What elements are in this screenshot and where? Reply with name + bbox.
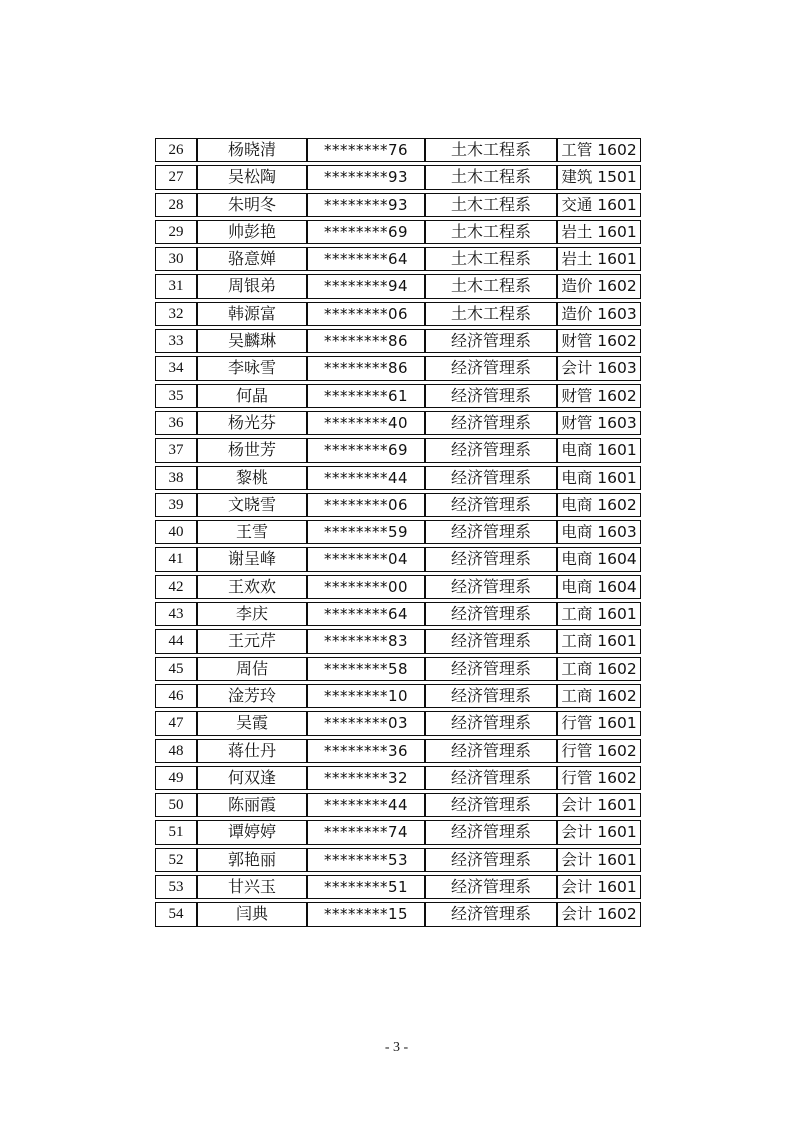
- department-cell: 经济管理系: [425, 466, 557, 490]
- masked-id-cell: ********93: [307, 165, 425, 189]
- department-cell: 经济管理系: [425, 438, 557, 462]
- masked-id-cell: ********32: [307, 766, 425, 790]
- table-row: [155, 629, 641, 653]
- class-cell: 工商 1602: [557, 657, 641, 681]
- masked-id-cell: ********69: [307, 220, 425, 244]
- department-cell: 土木工程系: [425, 274, 557, 298]
- name-cell: 杨世芳: [197, 438, 307, 462]
- class-cell: 建筑 1501: [557, 165, 641, 189]
- department-cell: 经济管理系: [425, 629, 557, 653]
- class-cell: 工管 1602: [557, 138, 641, 162]
- table-row: [155, 575, 641, 599]
- name-cell: 吴霞: [197, 711, 307, 735]
- table-row: [155, 820, 641, 844]
- name-cell: 陈丽霞: [197, 793, 307, 817]
- masked-id-cell: ********64: [307, 602, 425, 626]
- masked-id-cell: ********04: [307, 547, 425, 571]
- class-cell: 造价 1602: [557, 274, 641, 298]
- name-cell: 周佶: [197, 657, 307, 681]
- department-cell: 经济管理系: [425, 602, 557, 626]
- department-cell: 经济管理系: [425, 711, 557, 735]
- department-cell: 经济管理系: [425, 766, 557, 790]
- class-cell: 电商 1601: [557, 438, 641, 462]
- table-row: [155, 711, 641, 735]
- name-cell: 闫典: [197, 902, 307, 926]
- name-cell: 杨晓清: [197, 138, 307, 162]
- row-number-cell: 51: [155, 820, 197, 844]
- masked-id-cell: ********83: [307, 629, 425, 653]
- table-row: [155, 329, 641, 353]
- table-row: [155, 411, 641, 435]
- row-number-cell: 30: [155, 247, 197, 271]
- table-row: [155, 902, 641, 926]
- masked-id-cell: ********00: [307, 575, 425, 599]
- table-row: [155, 165, 641, 189]
- row-number-cell: 35: [155, 384, 197, 408]
- table-row: [155, 520, 641, 544]
- row-number-cell: 27: [155, 165, 197, 189]
- department-cell: 经济管理系: [425, 520, 557, 544]
- name-cell: 李咏雪: [197, 356, 307, 380]
- class-cell: 电商 1603: [557, 520, 641, 544]
- department-cell: 土木工程系: [425, 193, 557, 217]
- table-row: [155, 766, 641, 790]
- class-cell: 电商 1604: [557, 547, 641, 571]
- name-cell: 郭艳丽: [197, 848, 307, 872]
- table-row: [155, 493, 641, 517]
- row-number-cell: 48: [155, 739, 197, 763]
- page-number: - 3 -: [384, 1040, 409, 1055]
- row-number-cell: 52: [155, 848, 197, 872]
- row-number-cell: 31: [155, 274, 197, 298]
- class-cell: 财管 1602: [557, 384, 641, 408]
- row-number-cell: 45: [155, 657, 197, 681]
- department-cell: 经济管理系: [425, 902, 557, 926]
- department-cell: 经济管理系: [425, 493, 557, 517]
- class-cell: 行管 1602: [557, 766, 641, 790]
- table-row: [155, 684, 641, 708]
- masked-id-cell: ********69: [307, 438, 425, 462]
- name-cell: 蒋仕丹: [197, 739, 307, 763]
- masked-id-cell: ********40: [307, 411, 425, 435]
- row-number-cell: 50: [155, 793, 197, 817]
- class-cell: 造价 1603: [557, 302, 641, 326]
- table-row: [155, 602, 641, 626]
- table-row: [155, 438, 641, 462]
- masked-id-cell: ********58: [307, 657, 425, 681]
- class-cell: 会计 1601: [557, 820, 641, 844]
- row-number-cell: 42: [155, 575, 197, 599]
- department-cell: 经济管理系: [425, 411, 557, 435]
- masked-id-cell: ********86: [307, 356, 425, 380]
- department-cell: 经济管理系: [425, 356, 557, 380]
- class-cell: 电商 1604: [557, 575, 641, 599]
- row-number-cell: 46: [155, 684, 197, 708]
- table-row: [155, 356, 641, 380]
- row-number-cell: 53: [155, 875, 197, 899]
- name-cell: 王元芹: [197, 629, 307, 653]
- name-cell: 文晓雪: [197, 493, 307, 517]
- department-cell: 土木工程系: [425, 165, 557, 189]
- name-cell: 淦芳玲: [197, 684, 307, 708]
- masked-id-cell: ********44: [307, 466, 425, 490]
- masked-id-cell: ********03: [307, 711, 425, 735]
- row-number-cell: 40: [155, 520, 197, 544]
- masked-id-cell: ********74: [307, 820, 425, 844]
- row-number-cell: 41: [155, 547, 197, 571]
- department-cell: 土木工程系: [425, 302, 557, 326]
- table-row: [155, 274, 641, 298]
- table-row: [155, 138, 641, 162]
- table-row: [155, 793, 641, 817]
- row-number-cell: 47: [155, 711, 197, 735]
- name-cell: 王雪: [197, 520, 307, 544]
- table-row: [155, 193, 641, 217]
- table-row: [155, 466, 641, 490]
- name-cell: 何晶: [197, 384, 307, 408]
- table-row: [155, 875, 641, 899]
- class-cell: 行管 1602: [557, 739, 641, 763]
- row-number-cell: 43: [155, 602, 197, 626]
- class-cell: 会计 1601: [557, 875, 641, 899]
- class-cell: 岩土 1601: [557, 247, 641, 271]
- table-row: [155, 384, 641, 408]
- roster-table-body: [155, 138, 641, 927]
- student-roster-table: [155, 135, 641, 930]
- department-cell: 经济管理系: [425, 793, 557, 817]
- table-row: [155, 302, 641, 326]
- department-cell: 经济管理系: [425, 848, 557, 872]
- name-cell: 黎桃: [197, 466, 307, 490]
- row-number-cell: 33: [155, 329, 197, 353]
- masked-id-cell: ********06: [307, 493, 425, 517]
- table-row: [155, 739, 641, 763]
- class-cell: 岩土 1601: [557, 220, 641, 244]
- name-cell: 王欢欢: [197, 575, 307, 599]
- masked-id-cell: ********06: [307, 302, 425, 326]
- department-cell: 土木工程系: [425, 138, 557, 162]
- class-cell: 电商 1601: [557, 466, 641, 490]
- row-number-cell: 34: [155, 356, 197, 380]
- class-cell: 财管 1603: [557, 411, 641, 435]
- table-row: [155, 848, 641, 872]
- row-number-cell: 49: [155, 766, 197, 790]
- name-cell: 甘兴玉: [197, 875, 307, 899]
- table-row: [155, 220, 641, 244]
- department-cell: 土木工程系: [425, 220, 557, 244]
- name-cell: 谢呈峰: [197, 547, 307, 571]
- row-number-cell: 29: [155, 220, 197, 244]
- masked-id-cell: ********53: [307, 848, 425, 872]
- name-cell: 韩源富: [197, 302, 307, 326]
- masked-id-cell: ********94: [307, 274, 425, 298]
- row-number-cell: 26: [155, 138, 197, 162]
- masked-id-cell: ********36: [307, 739, 425, 763]
- department-cell: 经济管理系: [425, 657, 557, 681]
- row-number-cell: 54: [155, 902, 197, 926]
- masked-id-cell: ********51: [307, 875, 425, 899]
- class-cell: 会计 1603: [557, 356, 641, 380]
- class-cell: 工商 1601: [557, 629, 641, 653]
- name-cell: 何双逢: [197, 766, 307, 790]
- class-cell: 会计 1602: [557, 902, 641, 926]
- row-number-cell: 28: [155, 193, 197, 217]
- masked-id-cell: ********93: [307, 193, 425, 217]
- department-cell: 土木工程系: [425, 247, 557, 271]
- class-cell: 行管 1601: [557, 711, 641, 735]
- class-cell: 会计 1601: [557, 793, 641, 817]
- row-number-cell: 44: [155, 629, 197, 653]
- masked-id-cell: ********76: [307, 138, 425, 162]
- class-cell: 交通 1601: [557, 193, 641, 217]
- row-number-cell: 39: [155, 493, 197, 517]
- department-cell: 经济管理系: [425, 739, 557, 763]
- table-row: [155, 547, 641, 571]
- department-cell: 经济管理系: [425, 384, 557, 408]
- name-cell: 杨光芬: [197, 411, 307, 435]
- class-cell: 电商 1602: [557, 493, 641, 517]
- class-cell: 财管 1602: [557, 329, 641, 353]
- name-cell: 骆意婵: [197, 247, 307, 271]
- name-cell: 帅彭艳: [197, 220, 307, 244]
- row-number-cell: 36: [155, 411, 197, 435]
- masked-id-cell: ********86: [307, 329, 425, 353]
- department-cell: 经济管理系: [425, 820, 557, 844]
- row-number-cell: 32: [155, 302, 197, 326]
- department-cell: 经济管理系: [425, 547, 557, 571]
- name-cell: 周银弟: [197, 274, 307, 298]
- name-cell: 吴松陶: [197, 165, 307, 189]
- department-cell: 经济管理系: [425, 329, 557, 353]
- row-number-cell: 37: [155, 438, 197, 462]
- table-row: [155, 657, 641, 681]
- department-cell: 经济管理系: [425, 684, 557, 708]
- name-cell: 吴麟琳: [197, 329, 307, 353]
- department-cell: 经济管理系: [425, 875, 557, 899]
- masked-id-cell: ********64: [307, 247, 425, 271]
- masked-id-cell: ********59: [307, 520, 425, 544]
- name-cell: 谭婷婷: [197, 820, 307, 844]
- masked-id-cell: ********44: [307, 793, 425, 817]
- name-cell: 李庆: [197, 602, 307, 626]
- masked-id-cell: ********10: [307, 684, 425, 708]
- masked-id-cell: ********61: [307, 384, 425, 408]
- department-cell: 经济管理系: [425, 575, 557, 599]
- class-cell: 会计 1601: [557, 848, 641, 872]
- class-cell: 工商 1602: [557, 684, 641, 708]
- masked-id-cell: ********15: [307, 902, 425, 926]
- class-cell: 工商 1601: [557, 602, 641, 626]
- table-row: [155, 247, 641, 271]
- name-cell: 朱明冬: [197, 193, 307, 217]
- row-number-cell: 38: [155, 466, 197, 490]
